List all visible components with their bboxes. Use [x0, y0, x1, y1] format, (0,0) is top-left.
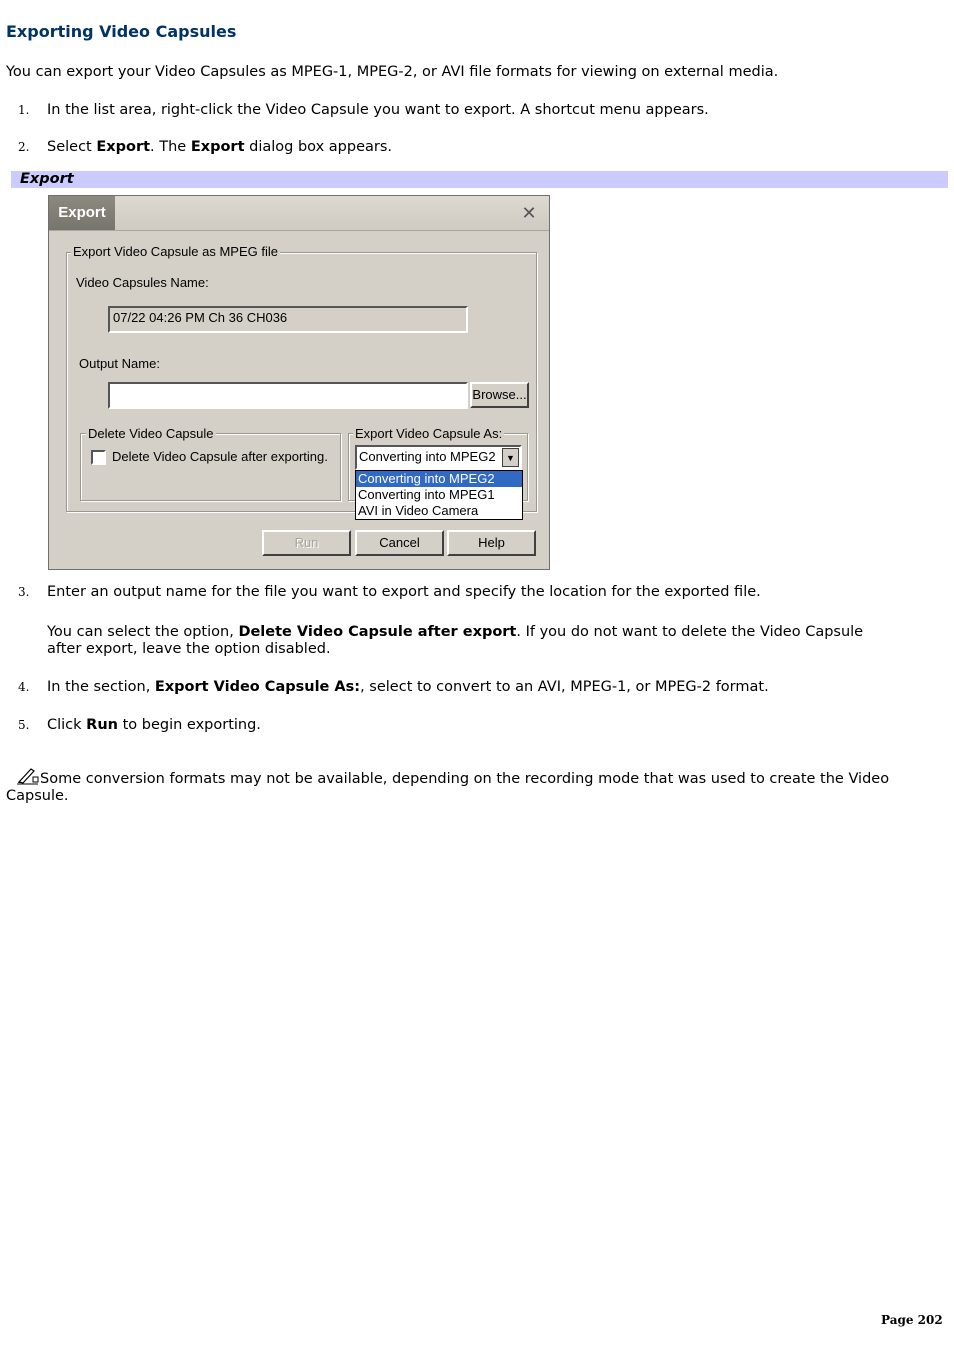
format-option[interactable]: Converting into MPEG1: [358, 487, 495, 502]
delete-group: [80, 433, 341, 501]
note-pen-icon: [16, 765, 40, 785]
dialog-title: Export: [49, 196, 115, 230]
step-number: 5.: [18, 718, 30, 732]
page-number: Page 202: [881, 1313, 943, 1327]
note-text: Some conversion formats may not be available, depending on the recording mode that was used to create the Video Capsule.: [6, 771, 890, 804]
step-number: 4.: [18, 680, 30, 694]
step-number: 1.: [18, 103, 30, 117]
chevron-down-icon[interactable]: ▼: [502, 448, 519, 467]
close-icon[interactable]: ✕: [521, 203, 537, 223]
format-selected-value: Converting into MPEG2: [359, 449, 496, 464]
step-number: 2.: [18, 140, 30, 154]
figure-caption: Export: [20, 171, 74, 187]
export-group-label: Export Video Capsule as MPEG file: [73, 244, 278, 259]
note: [6, 765, 936, 805]
format-option[interactable]: Converting into MPEG2: [356, 471, 522, 487]
page-title: Exporting Video Capsules: [6, 22, 237, 41]
delete-checkbox-label: Delete Video Capsule after exporting.: [112, 449, 328, 464]
delete-checkbox[interactable]: [91, 450, 106, 465]
step-subtext: You can select the option, Delete Video Capsule after export. If you do not want to delete the Video Capsule after export, leave the option disabled.: [47, 624, 864, 657]
browse-button[interactable]: Browse...: [470, 382, 529, 408]
step-text: Enter an output name for the file you want to export and specify the location for the exported file.: [47, 584, 761, 600]
export-dialog: [48, 195, 550, 570]
step-text: In the section, Export Video Capsule As:, select to convert to an AVI, MPEG-1, or MPEG-2 format.: [47, 679, 769, 695]
help-button[interactable]: Help: [447, 530, 536, 556]
format-group-label: Export Video Capsule As:: [355, 426, 503, 441]
format-select[interactable]: [355, 445, 522, 470]
format-option[interactable]: AVI in Video Camera: [358, 503, 479, 518]
output-name-input[interactable]: [108, 382, 468, 409]
figure-caption-bar: [11, 171, 948, 188]
name-label: Video Capsules Name:: [76, 275, 209, 290]
run-button[interactable]: Run: [262, 530, 351, 556]
step-text: Select Export. The Export dialog box appears.: [47, 139, 393, 155]
capsule-name-field[interactable]: 07/22 04:26 PM Ch 36 CH036: [108, 306, 468, 333]
step-number: 3.: [18, 585, 30, 599]
cancel-button[interactable]: Cancel: [355, 530, 444, 556]
intro-paragraph: You can export your Video Capsules as MPEG-1, MPEG-2, or AVI file formats for viewing on external media.: [6, 64, 779, 80]
delete-group-label: Delete Video Capsule: [88, 426, 214, 441]
step-text: In the list area, right-click the Video Capsule you want to export. A shortcut menu appears.: [47, 102, 709, 118]
dialog-titlebar: [49, 196, 549, 231]
output-label: Output Name:: [79, 356, 160, 371]
step-text: Click Run to begin exporting.: [47, 717, 261, 733]
format-dropdown-list: [355, 470, 523, 520]
